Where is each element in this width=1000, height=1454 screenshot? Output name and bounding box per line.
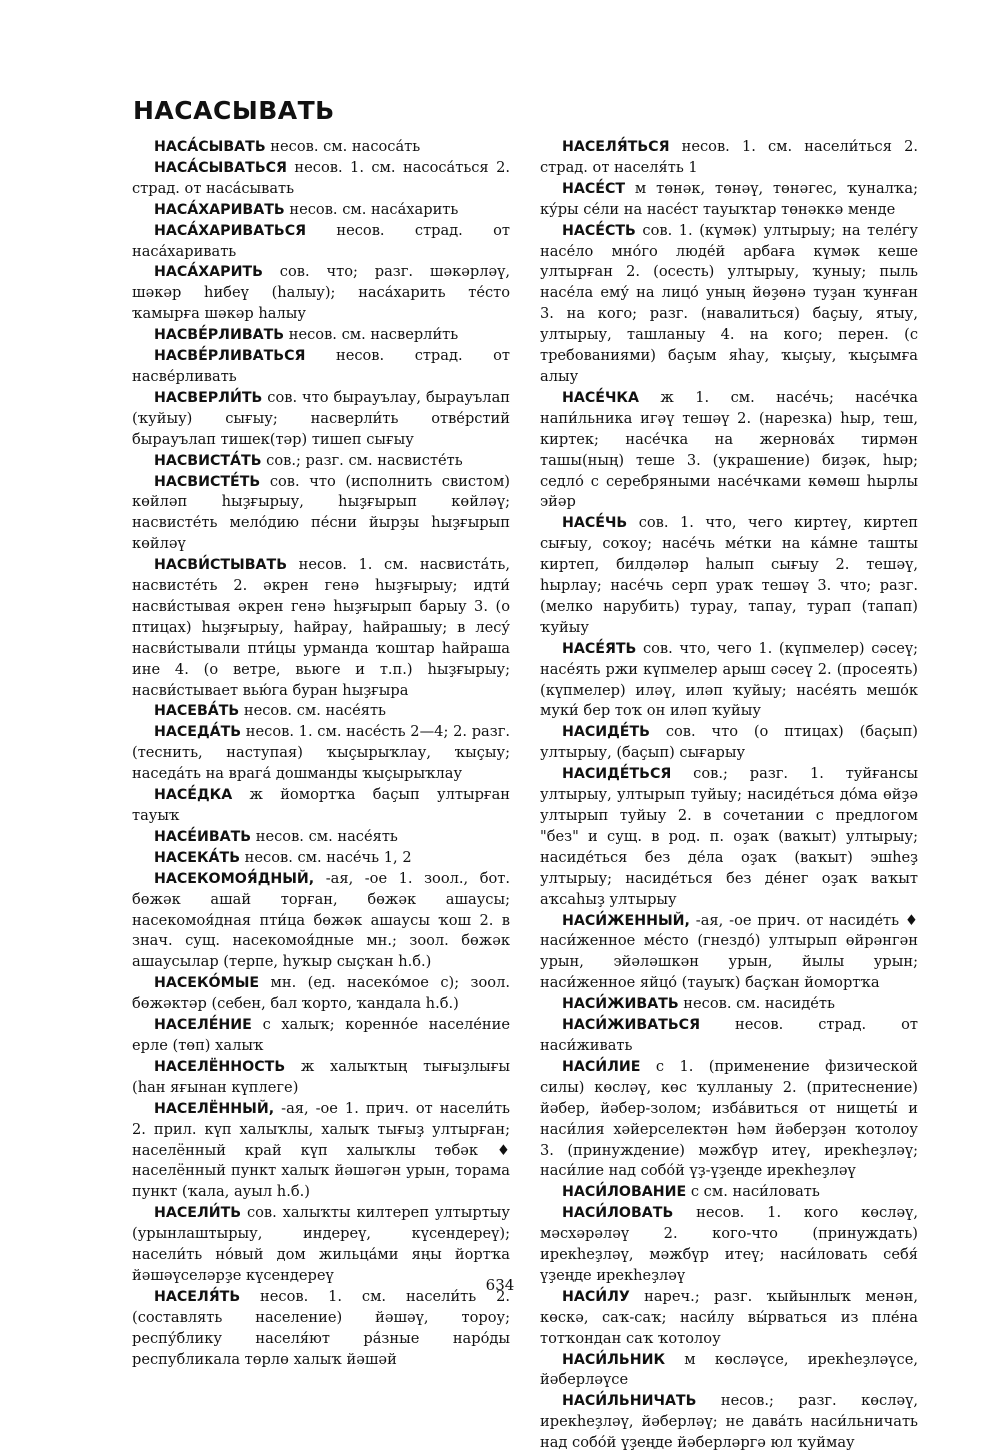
dictionary-entry: [540, 1350, 918, 1392]
dictionary-entry: [132, 1057, 510, 1099]
entry-headword: НАСА́СЫВАТЬ: [154, 139, 266, 155]
dictionary-entry: [132, 137, 510, 158]
dictionary-entry: [540, 911, 918, 995]
dictionary-entry: [540, 639, 918, 723]
entry-body: несов. см. насверли́ть: [284, 326, 459, 344]
entry-headword: НАСИ́ЛЬНИЧАТЬ: [562, 1393, 697, 1410]
entry-body: сов. что бырауълау, бырауълап (ҡуйыу) сығыу; насверли́ть отве́рстий бырауълап тишек(тәр) тишеп сығыу: [132, 388, 510, 448]
dictionary-entry: [132, 325, 510, 346]
dictionary-entry: [132, 1287, 510, 1371]
entry-headword: НАСВЕ́РЛИВАТЬСЯ: [154, 348, 306, 365]
entry-body: м төнәк, төнәү, төнәгес, ҡуналҡа; ку́ры се́ли на насе́ст тауыҡтар төнәккә менде: [540, 179, 918, 218]
entry-body: м көсләүсе, ирекһеҙләүсе, йәберләүсе: [540, 1350, 918, 1389]
entry-headword: НАСЕДА́ТЬ: [154, 724, 242, 741]
entry-body: несов. страд. от наса́харивать: [132, 221, 510, 260]
dictionary-entry: [132, 451, 510, 472]
entry-headword: НАСЕЛЯ́ТЬ: [154, 1288, 241, 1305]
entry-body: сов. 1. что, чего киртеү, киртеп сығыу, соҡоу; насе́чь ме́тки на ка́мне ташты киртеп, билдәләр һалып сығыу 2. тешәү, һырлау; насе́чь серп ураҡ тешәү 3. что; разг. (мелко нарубить) турау, тапау, турап (тапап) ҡуйыу: [540, 514, 918, 636]
entry-body: несов. 1. см. насвиста́ть, насвисте́ть 2. әкрен генә һыҙғырыу; идти́ насви́стывая әкрен генә һыҙғырып барыу 3. (о птицах) һыҙғырыу, һайрау, һайрашыу; в лесу́ насви́стывали пти́цы урманда ҡоштар һайраша ине 4. (о ветре, вьюге и т.п.) һыҙғырыу; насви́стывает вью́га буран һыҙғыра: [132, 556, 510, 699]
entry-headword: НАСВЕРЛИ́ТЬ: [154, 389, 263, 406]
entry-body: несов.; разг. көсләү, ирекһеҙләү, йәберләү; не дава́ть наси́льничать над собо́й үҙеңде йәберләргә юл ҡуймау: [540, 1392, 918, 1452]
entry-body: ж халыҡтың тығыҙлығы (һан яғынан күплеге): [132, 1057, 510, 1096]
entry-headword: НАСВИСТЕ́ТЬ: [154, 473, 261, 490]
entry-body: несов. см. насе́чь 1, 2: [240, 848, 412, 866]
dictionary-entry: [132, 722, 510, 785]
entry-body: сов. что; разг. шәкәрләү, шәкәр һибеү (һалыу); наса́харить те́сто ҡамырға шәкәр һалыу: [132, 263, 510, 323]
entry-body: с см. наси́ловать: [686, 1183, 820, 1201]
entry-body: несов. страд. от насве́рливать: [132, 347, 510, 385]
entry-headword: НАСЕ́СТЬ: [562, 222, 636, 239]
left-column: [132, 137, 510, 1370]
entry-body: несов. 1. см. насе́сть 2—4; 2. разг. (теснить, наступая) ҡыҫырыҡлау, ҡыҫыу; наседа́ть на врага́ дошманды ҡыҫырыҡлау: [132, 723, 510, 783]
entry-headword: НАСЕВА́ТЬ: [154, 703, 240, 720]
entry-body: мн. (ед. насеко́мое с); зоол. бөжәктәр (себен, бал ҡорто, ҡандала һ.б.): [132, 974, 510, 1013]
entry-body: несов. страд. от наси́живать: [540, 1016, 918, 1054]
entry-body: с халыҡ; коренно́е населе́ние ерле (төп) халыҡ: [132, 1016, 510, 1054]
entry-headword: НАСИ́ЛУ: [562, 1288, 630, 1305]
entry-body: несов. см. насиде́ть: [678, 995, 835, 1013]
dictionary-entry: [540, 1057, 918, 1182]
entry-body: несов. см. насоса́ть: [265, 138, 421, 155]
entry-body: несов. см. насе́ять: [239, 702, 386, 720]
dictionary-entry: [132, 262, 510, 325]
dictionary-entry: [132, 1015, 510, 1057]
entry-headword: НАСВИСТА́ТЬ: [154, 452, 262, 469]
entry-headword: НАСЕ́ИВАТЬ: [154, 828, 252, 845]
entry-headword: НАСЕЛЯ́ТЬСЯ: [562, 139, 670, 155]
entry-body: несов. 1. см. насели́ться 2. страд. от населя́ть 1: [540, 138, 918, 176]
entry-body: сов.; разг. 1. туйғансы ултырыу, ултырып туйыу; насиде́ться до́ма өйҙә ултырып туйыу 2. в сочетании с предлогом "без" и сущ. в род. п. оҙаҡ (ваҡыт) ултырыу; насиде́ться без де́ла оҙаҡ (ваҡыт) эшһеҙ ултырыу; насиде́ться без де́нег оҙаҡ ваҡыт аҡсаһыҙ ултырыу: [540, 765, 918, 908]
entry-headword: НАСЕКА́ТЬ: [154, 849, 241, 866]
entry-headword: НАСИДЕ́ТЬ: [562, 724, 650, 741]
entry-body: сов. что (о птицах) (баҫып) ултырыу, (баҫып) сығарыу: [540, 723, 918, 762]
dictionary-entry: [540, 1287, 918, 1350]
entry-body: сов. 1. (күмәк) ултырыу; на теле́гу насе́ло мно́го люде́й арбаға күмәк кеше ултырған 2. (осесть) ултырыу, ҡуныу; пыль насе́ла ему́ на лицо́ уның йөҙөнә туҙан ҡунған 3. на кого; разг. (навалиться) баҫыу, ятыу, ултырыу, ташланыу 4. на кого; перен. (с требованиями) баҫым яһау, ҡыҫыу, ҡыҫымға алыу: [540, 221, 918, 385]
entry-body: сов. что (исполнить свистом) көйләп һыҙғырыу, һыҙғырып көйләү; насвисте́ть мело́дию пе́сни йырҙы һыҙғырып көйләү: [132, 472, 510, 553]
dictionary-entry: [540, 137, 918, 179]
dictionary-entry: [132, 701, 510, 722]
entry-headword: НАСЕЛЁННОСТЬ: [154, 1058, 286, 1075]
entry-body: несов. см. насе́ять: [251, 827, 398, 845]
entry-body: -ая, -ое 1. зоол., бот. бөжәк ашай торған, бөжәк ашаусы; насекомоя́дная пти́ца бөжәк ашаусы ҡош 2. в знач. сущ. насекомоя́дные мн.; зоол. бөжәк ашаусылар (терпе, һуҡыр сыҫҡан һ.б.): [132, 869, 510, 971]
entry-headword: НАСВИ́СТЫВАТЬ: [154, 557, 288, 574]
entry-headword: НАСЕ́ДКА: [154, 787, 233, 804]
page-number: 634: [485, 1276, 515, 1294]
dictionary-entry: [132, 973, 510, 1015]
running-head: НАСАСЫВАТЬ: [133, 96, 335, 125]
dictionary-entry: [132, 200, 510, 221]
dictionary-entry: [132, 346, 510, 388]
entry-headword: НАСЕ́ЧЬ: [562, 515, 628, 532]
dictionary-entry: [540, 1203, 918, 1287]
dictionary-entry: [132, 158, 510, 200]
dictionary-entry: [540, 722, 918, 764]
entry-headword: НАСА́СЫВАТЬСЯ: [154, 159, 287, 176]
entry-body: ж йомортҡа баҫып ултырған тауыҡ: [132, 786, 510, 824]
dictionary-entry: [132, 827, 510, 848]
entry-headword: НАСЕЛЕ́НИЕ: [154, 1017, 252, 1034]
dictionary-entry: [132, 848, 510, 869]
entry-body: нареч.; разг. ҡыйынлыҡ менән, көскә, саҡ-саҡ; наси́лу вы́рваться из пле́на тотҡондан саҡ ҡотолоу: [540, 1287, 918, 1347]
entry-body: с 1. (применение физической силы) көсләү, көс ҡулланыу 2. (притеснение) йәбер, йәбер-золом; изба́виться от нищеты́ и наси́лия хәйерселектән һәм йәберҙән ҡотолоу 3. (принуждение) мәжбүр итеү, ирекһеҙләү; наси́лие над собо́й үҙ-үҙеңде ирекһеҙләү: [540, 1057, 918, 1180]
entry-body: несов. 1. см. насели́ть 2. (составлять население) йәшәү, тороу; респу́блику населя́ют ра́зные наро́ды республикала төрлө халыҡ йәшәй: [132, 1287, 510, 1368]
entry-headword: НАСЕ́ЯТЬ: [562, 640, 637, 657]
entry-body: -ая, -ое прич. от насиде́ть ♦ наси́женное ме́сто (гнездо́) ултырып өйрәнгән урын, эйәләшкән урын, йылы урын; наси́женное яйцо́ (тауыҡ) баҫҡан йомортҡа: [540, 911, 918, 992]
entry-headword: НАСИ́ЛОВАНИЕ: [562, 1184, 687, 1201]
entry-body: -ая, -ое 1. прич. от насели́ть 2. прил. күп халыҡлы, халыҡ тығыҙ ултырған; населённый край күп халыҡлы төбәк ♦ населённый пункт халыҡ йәшәгән урын, торама пункт (ҡала, ауыл һ.б.): [132, 1099, 510, 1201]
dictionary-entry: [132, 472, 510, 556]
dictionary-entry: [540, 1182, 918, 1203]
entry-headword: НАСЕЛЁННЫЙ,: [154, 1100, 275, 1117]
dictionary-entry: [132, 1203, 510, 1287]
entry-headword: НАСА́ХАРИВАТЬСЯ: [154, 222, 307, 239]
dictionary-entry: [132, 869, 510, 974]
dictionary-entry: [132, 388, 510, 451]
dictionary-entry: [132, 785, 510, 827]
dictionary-entry: [540, 388, 918, 513]
entry-body: ж 1. см. насе́чь; насе́чка напи́льника игәү тешәү 2. (нарезка) һыр, теш, киртек; насе́чка на жернова́х тирмән ташы(ның) теше 3. (украшение) биҙәк, һыр; седло́ с серебряными насе́чками көмөш һырлы эйәр: [540, 388, 918, 511]
entry-headword: НАСЕ́ЧКА: [562, 389, 639, 406]
entry-headword: НАСИ́ЛИЕ: [562, 1058, 641, 1075]
dictionary-entry: [540, 994, 918, 1015]
entry-headword: НАСА́ХАРИВАТЬ: [154, 201, 285, 218]
entry-headword: НАСИ́ЛЬНИК: [562, 1351, 666, 1368]
entry-body: сов. халыҡты килтереп ултыртыу (урынлаштырыу, индереү, күсендереү); насели́ть но́вый дом жильца́ми яңы йортҡа йәшәүселәрҙе күсендереү: [132, 1204, 510, 1284]
entry-headword: НАСЕКО́МЫЕ: [154, 975, 260, 992]
dictionary-entry: [132, 555, 510, 701]
dictionary-entry: [540, 764, 918, 910]
entry-headword: НАСЕ́СТ: [562, 180, 626, 197]
dictionary-entry: [540, 179, 918, 221]
entry-body: сов. что, чего 1. (күпмелер) сәсеү; насе́ять ржи күпмелер арыш сәсеү 2. (просеять) (күпмелер) иләү, иләп ҡуйыу; насе́ять мешо́к муки́ бер тоҡ он иләп ҡуйыу: [540, 639, 918, 720]
dictionary-entry: [132, 1099, 510, 1204]
entry-headword: НАСИ́ЛОВАТЬ: [562, 1205, 674, 1222]
dictionary-entry: [540, 1391, 918, 1454]
dictionary-entry: [132, 221, 510, 263]
dictionary-entry: [540, 1015, 918, 1057]
dictionary-entry: [540, 221, 918, 388]
entry-body: несов. 1. см. насоса́ться 2. страд. от наса́сывать: [132, 158, 510, 197]
entry-headword: НАСЕЛИ́ТЬ: [154, 1205, 242, 1222]
entry-body: несов. см. наса́харить: [284, 200, 459, 218]
entry-body: сов.; разг. см. насвисте́ть: [261, 451, 463, 469]
entry-headword: НАСИ́ЖЕННЫЙ,: [562, 912, 690, 929]
entry-headword: НАСИ́ЖИВАТЬ: [562, 996, 679, 1013]
dictionary-entry: [540, 513, 918, 638]
right-column: [540, 137, 918, 1454]
entry-headword: НАСА́ХАРИТЬ: [154, 264, 263, 281]
entry-headword: НАСЕКОМОЯ́ДНЫЙ,: [154, 870, 315, 887]
entry-headword: НАСИДЕ́ТЬСЯ: [562, 766, 672, 783]
entry-body: несов. 1. кого көсләү, мәсхәрәләү 2. кого-что (принуждать) ирекһеҙләү, мәжбүр итеү; наси́ловать себя́ үҙеңде ирекһеҙләү: [540, 1204, 918, 1284]
entry-headword: НАСВЕ́РЛИВАТЬ: [154, 327, 285, 344]
entry-headword: НАСИ́ЖИВАТЬСЯ: [562, 1017, 701, 1034]
